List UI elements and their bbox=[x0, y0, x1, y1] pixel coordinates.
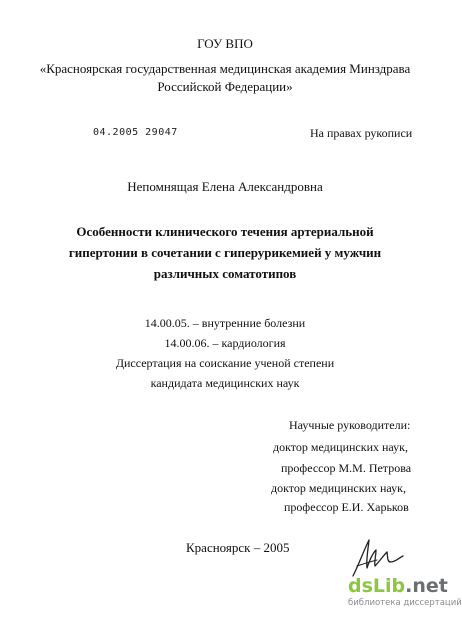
org-name-line-2: Российской Федерации» bbox=[157, 79, 293, 94]
thesis-title bbox=[0, 221, 450, 284]
thesis-title-line-2: гипертонии в сочетании с гиперурикемией у мужчин bbox=[68, 245, 382, 260]
author-name: Непомнящая Елена Александровна bbox=[127, 179, 323, 194]
rights-note: На правах рукописи bbox=[310, 126, 413, 140]
supervisors-heading: Научные руководители: bbox=[289, 418, 411, 432]
dslib-watermark bbox=[348, 575, 462, 608]
dslib-logo-suffix: .net bbox=[405, 575, 448, 597]
dslib-tagline: библиотека диссертаций bbox=[348, 598, 462, 608]
org-abbreviation: ГОУ ВПО bbox=[197, 36, 253, 51]
place-and-year: Красноярск – 2005 bbox=[186, 540, 290, 555]
supervisor-1-degree: доктор медицинских наук, bbox=[273, 440, 408, 454]
supervisor-2-name: профессор Е.И. Харьков bbox=[284, 500, 409, 514]
dslib-logo-prefix: dsLib bbox=[348, 575, 406, 597]
degree-line-1: Диссертация на соискание ученой степени bbox=[115, 356, 335, 370]
supervisor-2-degree: доктор медицинских наук, bbox=[271, 481, 406, 495]
thesis-title-line-3: различных соматотипов bbox=[153, 266, 297, 281]
org-name-line-1: «Красноярская государственная медицинская академия Минздрава bbox=[39, 61, 411, 76]
thesis-title-line-1: Особенности клинического течения артериальной bbox=[76, 224, 374, 239]
degree-line-2: кандидата медицинских наук bbox=[150, 376, 300, 390]
dslib-logo bbox=[348, 576, 448, 596]
specialty-2: 14.00.06. – кардиология bbox=[164, 336, 286, 350]
org-name bbox=[0, 60, 450, 96]
supervisor-1-name: профессор М.М. Петрова bbox=[281, 461, 412, 475]
specialty-1: 14.00.05. – внутренние болезни bbox=[144, 316, 306, 330]
handwritten-signature-icon bbox=[347, 536, 407, 580]
stamp-number: 04.2005 29047 bbox=[93, 127, 178, 138]
